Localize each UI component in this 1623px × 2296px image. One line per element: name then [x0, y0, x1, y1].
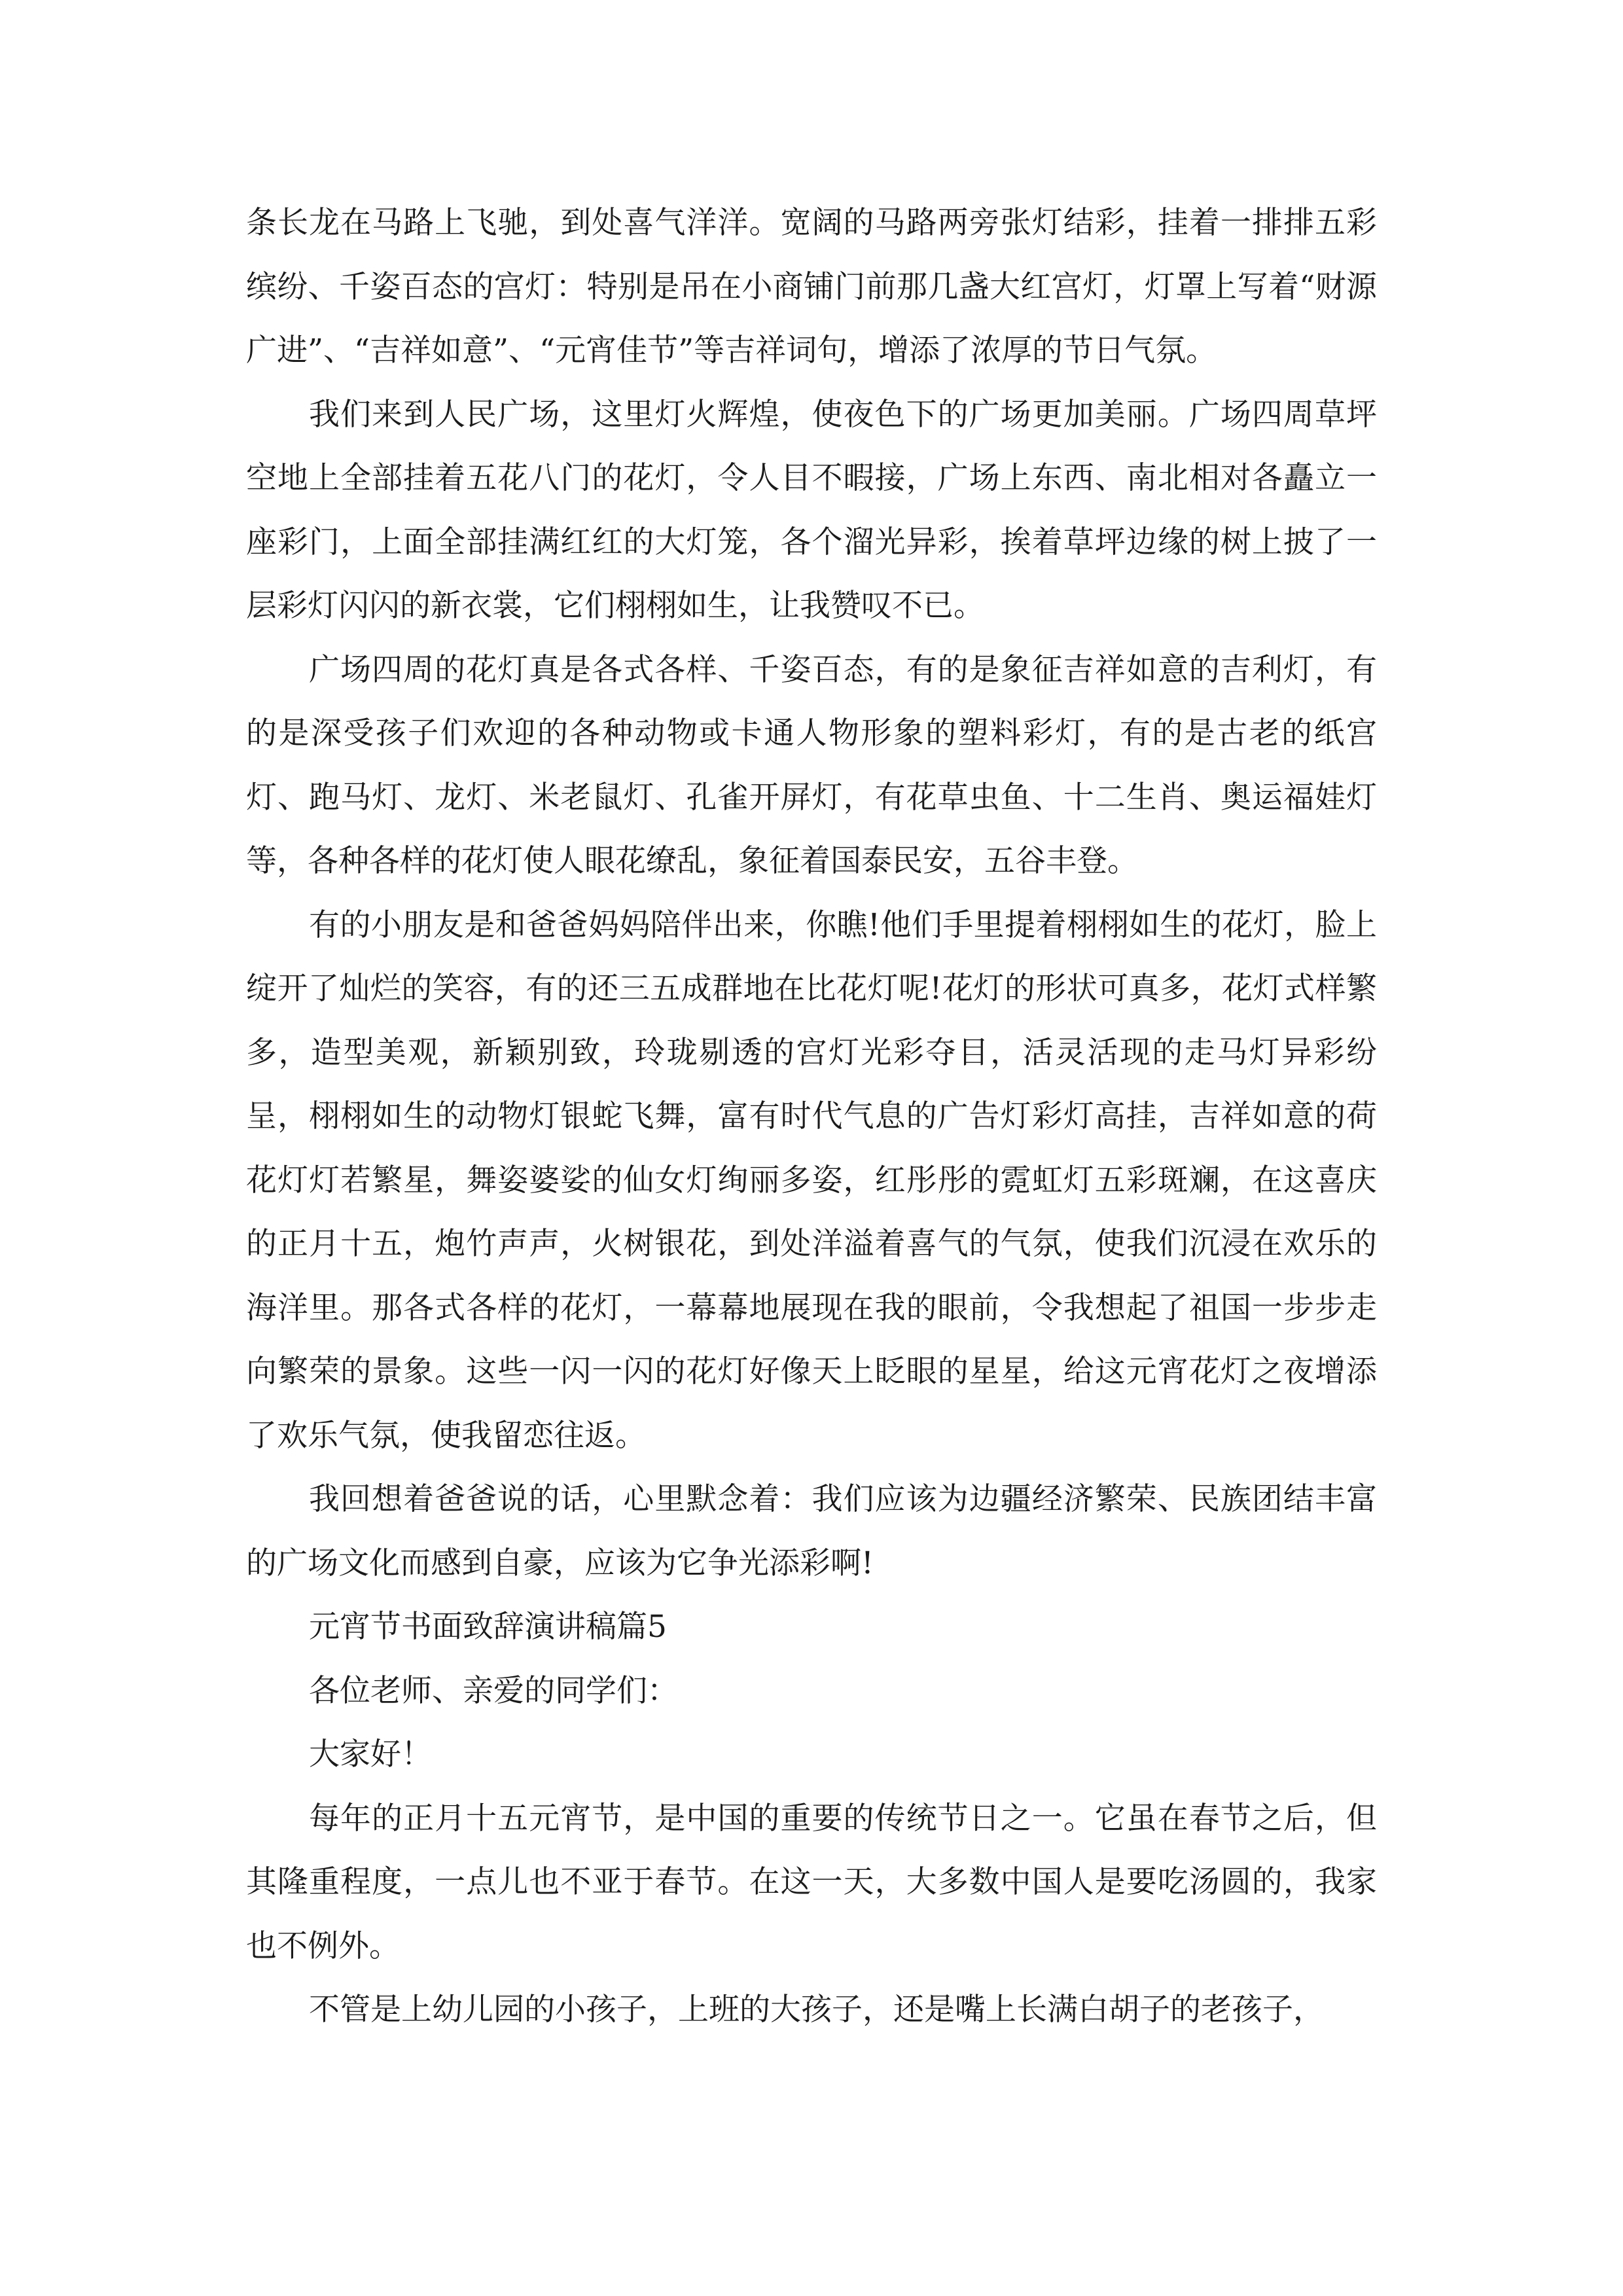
paragraph-trailing: 不管是上幼儿园的小孩子，上班的大孩子，还是嘴上长满白胡子的老孩子，	[309, 1992, 1324, 2028]
paragraph-people-square: 我们来到人民广场，这里灯火辉煌，使夜色下的广场更加美丽。广场四周草坪空地上全部挂着五花八门的花灯，令人目不暇接，广场上东西、南北相对各矗立一座彩门，上面全部挂满红红的大灯笼，各个溜光异彩，挨着草坪边缘的树上披了一层彩灯闪闪的新衣裳，它们栩栩如生，让我赞叹不已。	[246, 396, 1377, 624]
paragraph-continuation: 条长龙在马路上飞驰，到处喜气洋洋。宽阔的马路两旁张灯结彩，挂着一排排五彩缤纷、千姿百态的宫灯：特别是吊在小商铺门前那几盏大红宫灯，灯罩上写着“财源广进”、“吉祥如意”、“元宵佳节”等吉祥词句，增添了浓厚的节日气氛。	[246, 205, 1377, 368]
paragraph-reflection: 我回想着爸爸说的话，心里默念着：我们应该为边疆经济繁荣、民族团结丰富的广场文化而感到自豪，应该为它争光添彩啊!	[246, 1481, 1377, 1581]
section-title: 元宵节书面致辞演讲稿篇5	[309, 1609, 667, 1645]
greeting: 大家好！	[309, 1736, 432, 1772]
paragraph-festival-intro: 每年的正月十五元宵节，是中国的重要的传统节日之一。它虽在春节之后，但其隆重程度，一点儿也不亚于春节。在这一天，大多数中国人是要吃汤圆的，我家也不例外。	[246, 1800, 1377, 1964]
document-body	[246, 191, 1377, 2042]
paragraph-lantern-variety: 广场四周的花灯真是各式各样、千姿百态，有的是象征吉祥如意的吉利灯，有的是深受孩子们欢迎的各种动物或卡通人物形象的塑料彩灯，有的是古老的纸宫灯、跑马灯、龙灯、米老鼠灯、孔雀开屏灯，有花草虫鱼、十二生肖、奥运福娃灯等，各种各样的花灯使人眼花缭乱，象征着国泰民安，五谷丰登。	[246, 651, 1377, 879]
paragraph-children-lanterns: 有的小朋友是和爸爸妈妈陪伴出来，你瞧!他们手里提着栩栩如生的花灯，脸上绽开了灿烂的笑容，有的还三五成群地在比花灯呢!花灯的形状可真多，花灯式样繁多，造型美观，新颖别致，玲珑剔透的宫灯光彩夺目，活灵活现的走马灯异彩纷呈，栩栩如生的动物灯银蛇飞舞，富有时代气息的广告灯彩灯高挂，吉祥如意的荷花灯灯若繁星，舞姿婆娑的仙女灯绚丽多姿，红彤彤的霓虹灯五彩斑斓，在这喜庆的正月十五，炮竹声声，火树银花，到处洋溢着喜气的气氛，使我们沉浸在欢乐的海洋里。那各式各样的花灯，一幕幕地展现在我的眼前，令我想起了祖国一步步走向繁荣的景象。这些一闪一闪的花灯好像天上眨眼的星星，给这元宵花灯之夜增添了欢乐气氛，使我留恋往返。	[246, 906, 1377, 1454]
salutation: 各位老师、亲爱的同学们：	[309, 1672, 678, 1709]
